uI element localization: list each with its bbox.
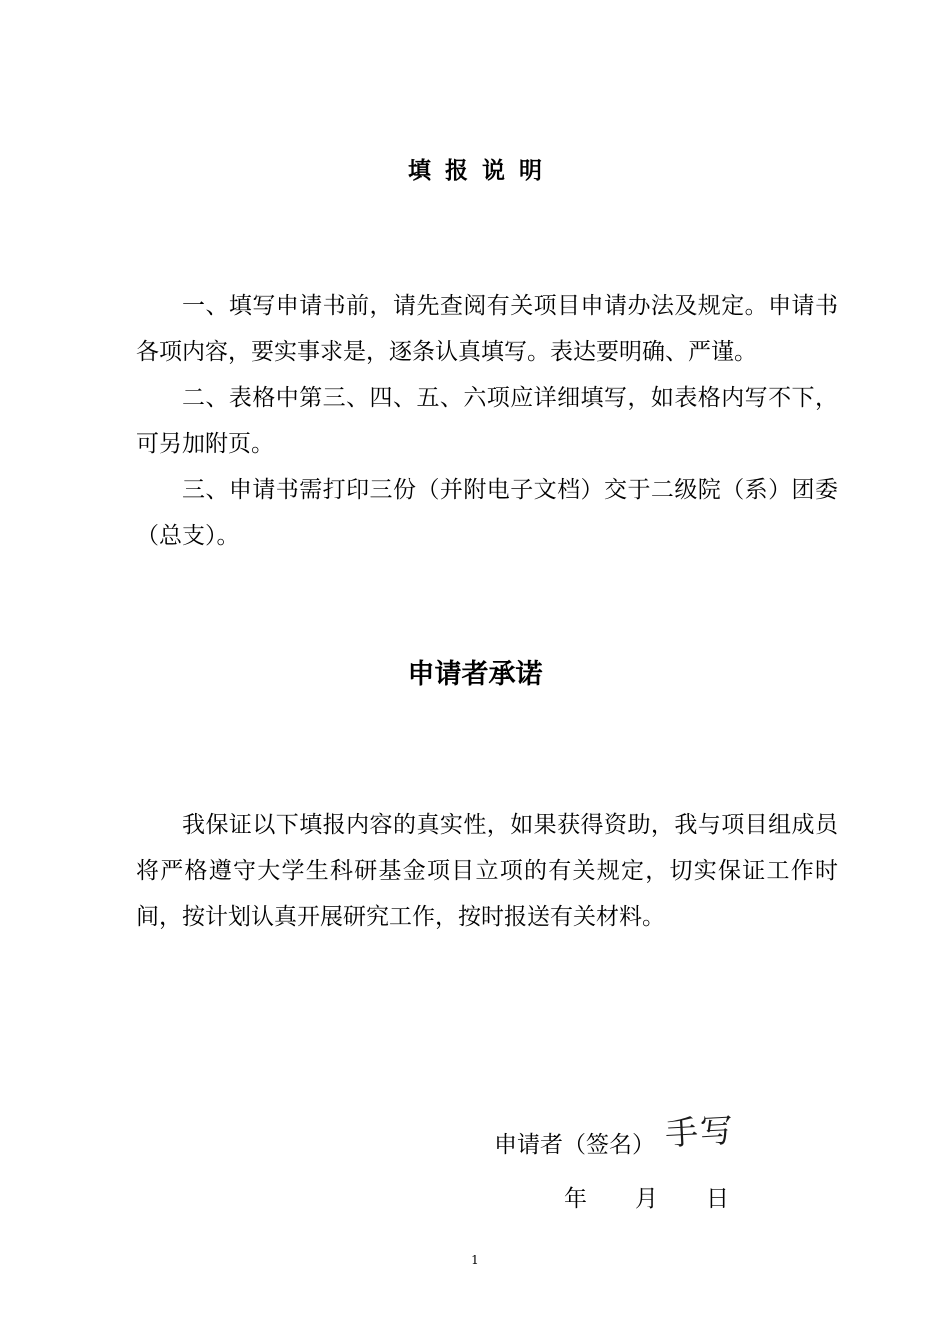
instruction-item-2: 二、表格中第三、四、五、六项应详细填写，如表格内写不下，可另加附页。: [136, 385, 838, 457]
instruction-item-1: 一、填写申请书前，请先查阅有关项目申请办法及规定。申请书各项内容，要实事求是，逐条认真填写。表达要明确、严谨。: [136, 293, 838, 365]
instructions-title: 填报说明: [408, 158, 556, 184]
signature-label: 申请者（签名）: [494, 1132, 655, 1158]
pledge-title: 申请者承诺: [407, 659, 543, 690]
pledge-body: [136, 802, 838, 940]
date-line: [564, 1180, 729, 1213]
instructions-list: [136, 283, 838, 559]
handwritten-signature: 手写: [664, 1110, 737, 1153]
signature-line: [494, 1126, 655, 1159]
date-year: 年: [564, 1186, 587, 1212]
pledge-text: 我保证以下填报内容的真实性，如果获得资助，我与项目组成员将严格遵守大学生科研基金项目立项的有关规定，切实保证工作时间，按计划认真开展研究工作，按时报送有关材料。: [136, 812, 838, 930]
date-day: 日: [706, 1186, 729, 1212]
page-number: 1: [471, 1253, 479, 1267]
instruction-item-3: 三、申请书需打印三份（并附电子文档）交于二级院（系）团委（总支）。: [136, 477, 838, 549]
date-month: 月: [635, 1186, 658, 1212]
